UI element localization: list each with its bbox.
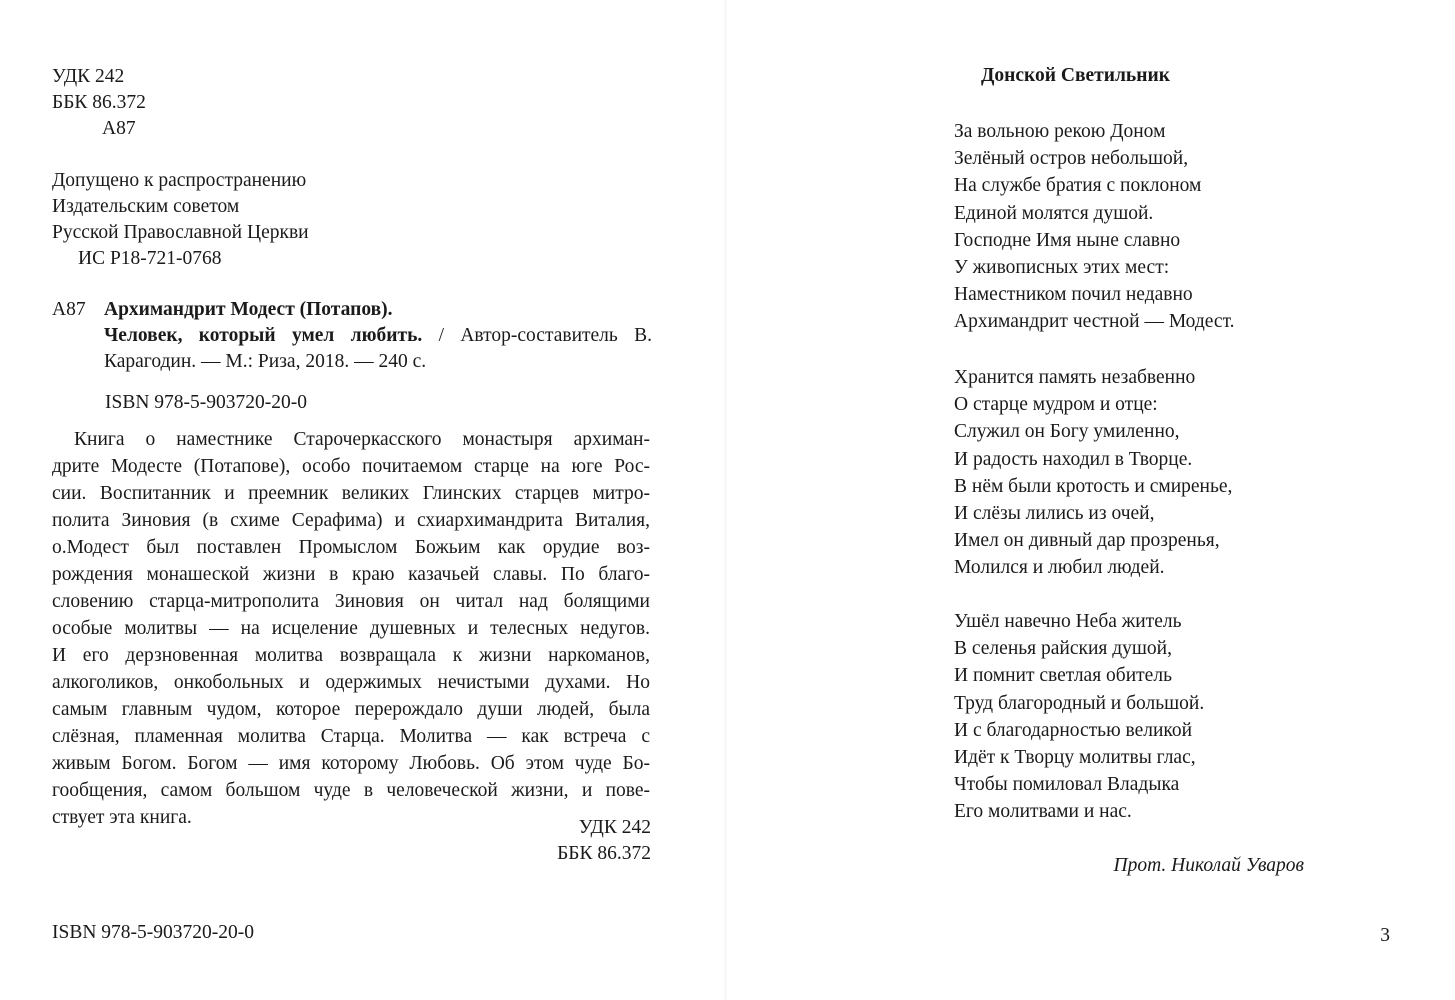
poem-line: Служил он Богу умиленно, xyxy=(954,421,1180,443)
annotation-line: словению старца-митрополита Зиновия он читал над болящими xyxy=(52,591,650,612)
poem-line: Наместником почил недавно xyxy=(954,284,1193,306)
annotation-line: ствует эта книга. xyxy=(52,807,192,828)
annotation-line: сии. Воспитанник и преемник великих Глинских старцев митро- xyxy=(52,483,650,504)
annotation-line: живым Богом. Богом — имя которому Любовь. Об этом чуде Бо- xyxy=(52,753,650,774)
poem-line: И радость находил в Творце. xyxy=(954,448,1193,470)
poem-title: Донской Светильник xyxy=(981,65,1170,86)
biblio-code: А87 xyxy=(52,299,86,320)
poem-line: Архимандрит честной — Модест. xyxy=(954,311,1235,333)
poem-line: И с благодарностью великой xyxy=(954,719,1193,741)
poem-line: У живописных этих мест: xyxy=(954,257,1170,279)
left-page xyxy=(0,0,727,1000)
bbk-code: ББК 86.372 xyxy=(557,843,651,864)
permission-line: Допущено к распространению xyxy=(52,170,307,191)
poem-line: Молился и любил людей. xyxy=(954,557,1165,579)
poem-line: Ушёл навечно Неба житель xyxy=(954,611,1182,632)
author-mark: А87 xyxy=(102,118,136,139)
bibliographic-record xyxy=(52,297,652,375)
poem-line: Зелёный остров небольшой, xyxy=(954,148,1189,170)
annotation-line: о.Модест был поставлен Промыслом Божьим как орудие воз- xyxy=(52,537,650,558)
biblio-compiler: / Автор-составитель В. xyxy=(422,325,653,346)
biblio-imprint: Карагодин. — М.: Риза, 2018. — 240 с. xyxy=(104,351,427,372)
permission-line: Русской Православной Церкви xyxy=(52,222,309,243)
poem-line: Труд благородный и большой. xyxy=(954,692,1205,714)
biblio-title: Человек, который умел любить. xyxy=(104,325,423,346)
udk-code: УДК 242 xyxy=(52,66,125,87)
poem-line: Его молитвами и нас. xyxy=(954,801,1132,823)
poem-line: О старце мудром и отце: xyxy=(954,394,1158,416)
poem-line: За вольною рекою Доном xyxy=(954,121,1166,142)
isbn-middle: ISBN 978-5-903720-20-0 xyxy=(105,392,308,413)
poem-line: Господне Имя ныне славно xyxy=(954,229,1181,251)
poem-line: На службе братия с поклоном xyxy=(954,175,1202,197)
poem-author: Прот. Николай Уваров xyxy=(1113,855,1304,876)
biblio-author: Архимандрит Модест (Потапов). xyxy=(104,299,393,320)
permission-block xyxy=(52,168,309,272)
annotation-line: рождения монашеской жизни в краю казачьей славы. По благо- xyxy=(52,564,650,585)
isbn-bottom: ISBN 978-5-903720-20-0 xyxy=(52,922,255,943)
poem-line: В селенья райския душой, xyxy=(954,638,1172,660)
annotation-line: Книга о наместнике Старочеркасского монастыря архиман- xyxy=(74,429,650,450)
annotation-paragraph xyxy=(52,426,650,831)
poem-stanza xyxy=(954,118,1235,336)
permission-number: ИС Р18-721-0768 xyxy=(78,248,222,269)
permission-line: Издательским советом xyxy=(52,196,240,217)
udk-code: УДК 242 xyxy=(578,817,651,838)
annotation-line: слёзная, пламенная молитва Старца. Молитва — как встреча с xyxy=(52,726,650,747)
poem-line: Идёт к Творцу молитвы глас, xyxy=(954,747,1196,769)
poem-line: И помнит светлая обитель xyxy=(954,665,1172,687)
poem-line: Единой молятся душой. xyxy=(954,202,1154,224)
poem-line: Чтобы помиловал Владыка xyxy=(954,774,1180,796)
poem-line: И слёзы лились из очей, xyxy=(954,503,1155,525)
bbk-code: ББК 86.372 xyxy=(52,92,146,113)
udk-header xyxy=(52,64,146,142)
annotation-line: полита Зиновия (в схиме Серафима) и схиархимандрита Виталия, xyxy=(52,510,650,531)
annotation-line: дрите Модесте (Потапове), особо почитаемом старце на юге Рос- xyxy=(52,456,650,477)
poem-stanza xyxy=(954,364,1232,582)
poem-line: В нём были кротость и смиренье, xyxy=(954,475,1233,497)
poem-line: Имел он дивный дар прозренья, xyxy=(954,530,1220,552)
annotation-line: алкоголиков, онкобольных и одержимых нечистыми духами. Но xyxy=(52,672,650,693)
poem-stanza xyxy=(954,608,1204,826)
page-number: 3 xyxy=(1380,925,1390,946)
annotation-line: самым главным чудом, которое перерождало души людей, была xyxy=(52,699,650,720)
annotation-line: гообщения, самом большом чуде в человеческой жизни, и пове- xyxy=(52,780,650,801)
annotation-line: особые молитвы — на исцеление душевных и телесных недугов. xyxy=(52,618,650,639)
poem-line: Хранится память незабвенно xyxy=(954,367,1196,388)
annotation-line: И его дерзновенная молитва возвращала к жизни наркоманов, xyxy=(52,645,650,666)
udk-footer xyxy=(557,815,651,867)
